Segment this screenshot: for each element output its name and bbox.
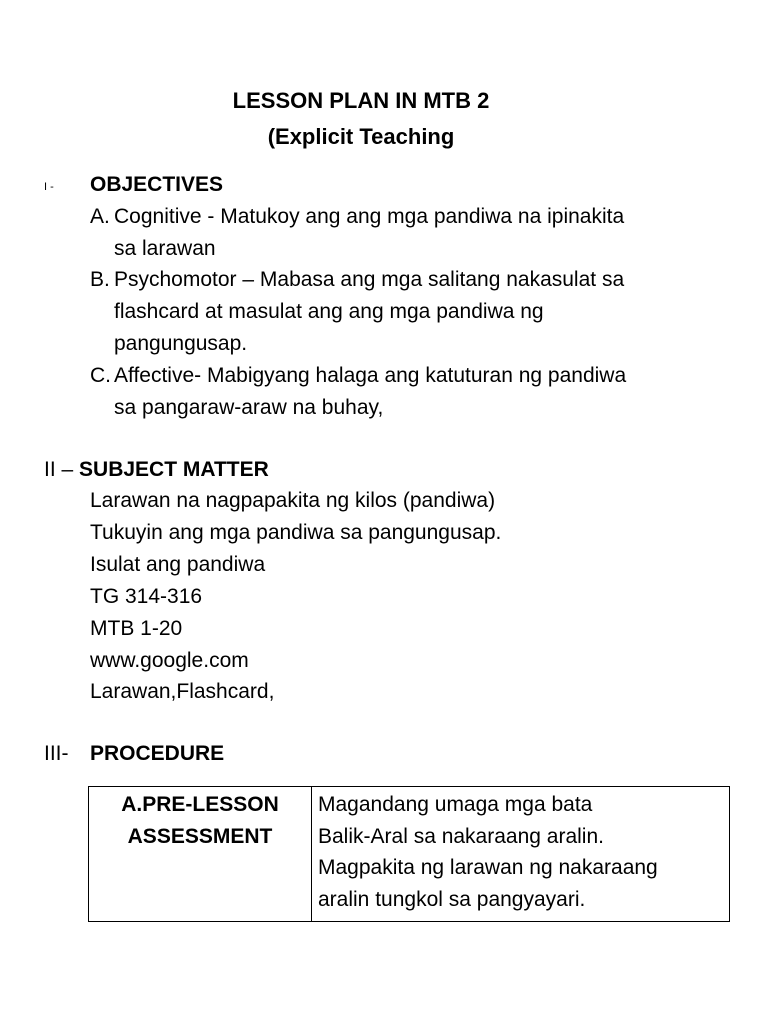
procedure-numeral: III- (44, 742, 69, 765)
objective-a-line-2: sa larawan (114, 237, 216, 260)
procedure-step-cell (89, 787, 312, 922)
objective-c-letter: C. (90, 364, 111, 387)
subject-matter-line: Larawan na nagpapakita ng kilos (pandiwa) (90, 489, 496, 512)
objective-b-letter: B. (90, 268, 110, 291)
subject-matter-line: Isulat ang pandiwa (90, 553, 266, 576)
objective-a-letter: A. (90, 205, 110, 228)
procedure-heading: PROCEDURE (90, 742, 225, 765)
document-subtitle: (Explicit Teaching (267, 124, 455, 149)
subject-matter-line: Tukuyin ang mga pandiwa sa pangungusap. (90, 521, 502, 544)
subject-matter-line: MTB 1-20 (90, 617, 183, 640)
procedure-table (88, 786, 730, 922)
objective-b-line-2: flashcard at masulat ang ang mga pandiwa ng (114, 300, 544, 323)
procedure-activity-line: Magandang umaga mga bata (318, 793, 593, 816)
procedure-step-label-line-2: ASSESSMENT (127, 824, 273, 848)
objective-a-line-1: Cognitive - Matukoy ang ang mga pandiwa na ipinakita (114, 205, 625, 228)
procedure-activity-cell (312, 787, 730, 922)
objective-c-line-1: Affective- Mabigyang halaga ang katuturan ng pandiwa (114, 364, 627, 387)
subject-matter-numeral: II – (44, 458, 80, 481)
objective-c-line-2: sa pangaraw-araw na buhay, (114, 396, 384, 419)
objective-b-line-1: Psychomotor – Mabasa ang mga salitang nakasulat sa (114, 268, 625, 291)
subject-matter-line: Larawan,Flashcard, (90, 680, 275, 703)
procedure-activity-line: Balik-Aral sa nakaraang aralin. (318, 824, 604, 848)
objectives-heading: OBJECTIVES (90, 173, 224, 196)
subject-matter-line: www.google.com (90, 649, 249, 672)
subject-matter-line: TG 314-316 (90, 585, 203, 608)
document-title: LESSON PLAN IN MTB 2 (232, 88, 490, 113)
subject-matter-section-heading (44, 458, 269, 482)
objective-b-line-3: pangungusap. (114, 332, 248, 355)
procedure-activity-line: aralin tungkol sa pangyayari. (318, 887, 586, 911)
objectives-numeral: I - (44, 181, 54, 193)
procedure-step-label-line-1: A.PRE-LESSON (121, 793, 279, 816)
subject-matter-heading: SUBJECT MATTER (79, 458, 269, 481)
procedure-activity-line: Magpakita ng larawan ng nakaraang (318, 856, 658, 879)
table-row (89, 787, 730, 922)
